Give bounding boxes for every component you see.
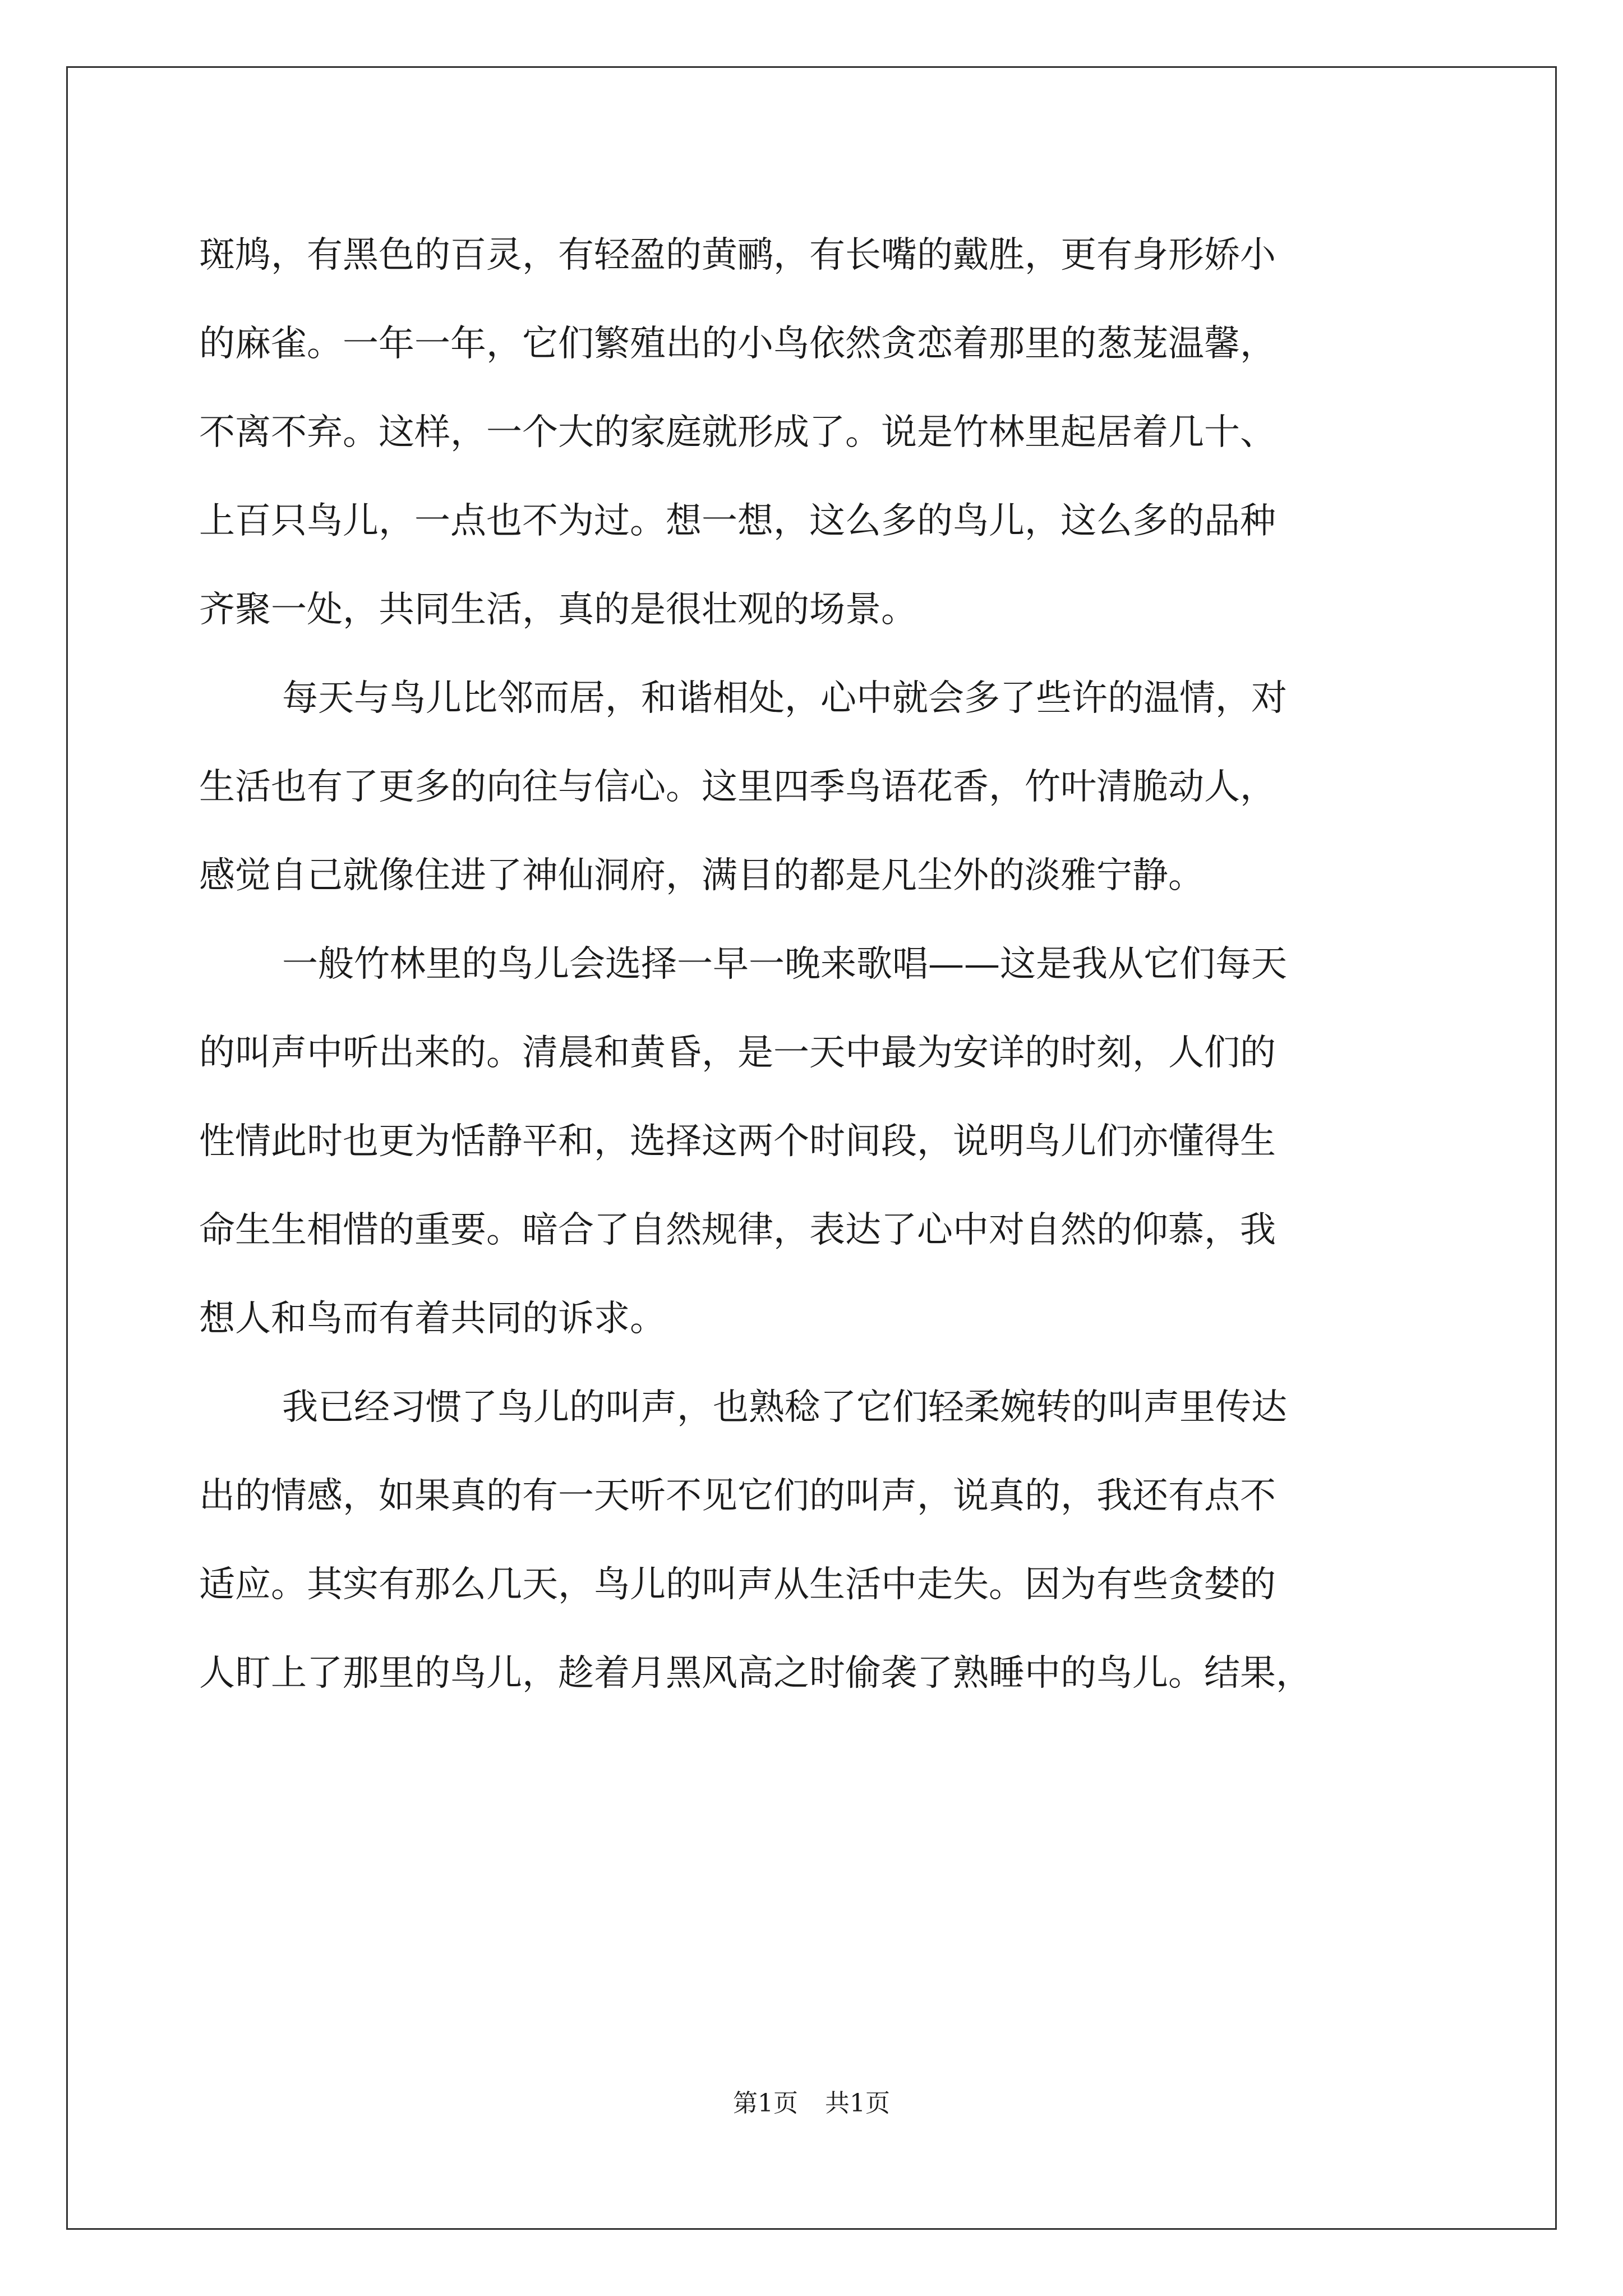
paragraph-first-line: 我已经习惯了鸟儿的叫声，也熟稔了它们轻柔婉转的叫声里传达	[282, 1387, 1287, 1428]
text-line: 人盯上了那里的鸟儿，趁着月黑风高之时偷袭了熟睡中的鸟儿。结果，	[199, 1653, 1312, 1694]
text-line: 不离不弃。这样，一个大的家庭就形成了。说是竹林里起居着几十、	[199, 412, 1276, 453]
text-line: 感觉自己就像住进了神仙洞府，满目的都是凡尘外的淡雅宁静。	[199, 855, 1204, 896]
text-line: 齐聚一处，共同生活，真的是很壮观的场景。	[199, 589, 917, 631]
paragraph-first-line: 每天与鸟儿比邻而居，和谐相处，心中就会多了些许的温情，对	[282, 678, 1287, 719]
text-line: 出的情感，如果真的有一天听不见它们的叫声，说真的，我还有点不	[199, 1475, 1276, 1517]
text-line: 斑鸠，有黑色的百灵，有轻盈的黄鹂，有长嘴的戴胜，更有身形娇小	[199, 234, 1276, 276]
text-line: 想人和鸟而有着共同的诉求。	[199, 1298, 666, 1340]
total-pages: 共1页	[825, 2089, 890, 2118]
text-line: 适应。其实有那么几天，鸟儿的叫声从生活中走失。因为有些贪婪的	[199, 1564, 1276, 1605]
page-footer	[0, 2087, 1623, 2120]
page-number: 第1页	[733, 2089, 798, 2118]
text-line: 的麻雀。一年一年，它们繁殖出的小鸟依然贪恋着那里的葱茏温馨，	[199, 323, 1276, 365]
paragraph-first-line: 一般竹林里的鸟儿会选择一早一晚来歌唱——这是我从它们每天	[282, 944, 1287, 985]
text-line: 命生生相惜的重要。暗合了自然规律，表达了心中对自然的仰慕，我	[199, 1209, 1276, 1251]
text-line: 的叫声中听出来的。清晨和黄昏，是一天中最为安详的时刻，人们的	[199, 1032, 1276, 1074]
text-line: 上百只鸟儿，一点也不为过。想一想，这么多的鸟儿，这么多的品种	[199, 500, 1276, 542]
text-line: 性情此时也更为恬静平和，选择这两个时间段，说明鸟儿们亦懂得生	[199, 1121, 1276, 1162]
document-body	[199, 211, 1438, 1718]
text-line: 生活也有了更多的向往与信心。这里四季鸟语花香，竹叶清脆动人，	[199, 766, 1276, 808]
